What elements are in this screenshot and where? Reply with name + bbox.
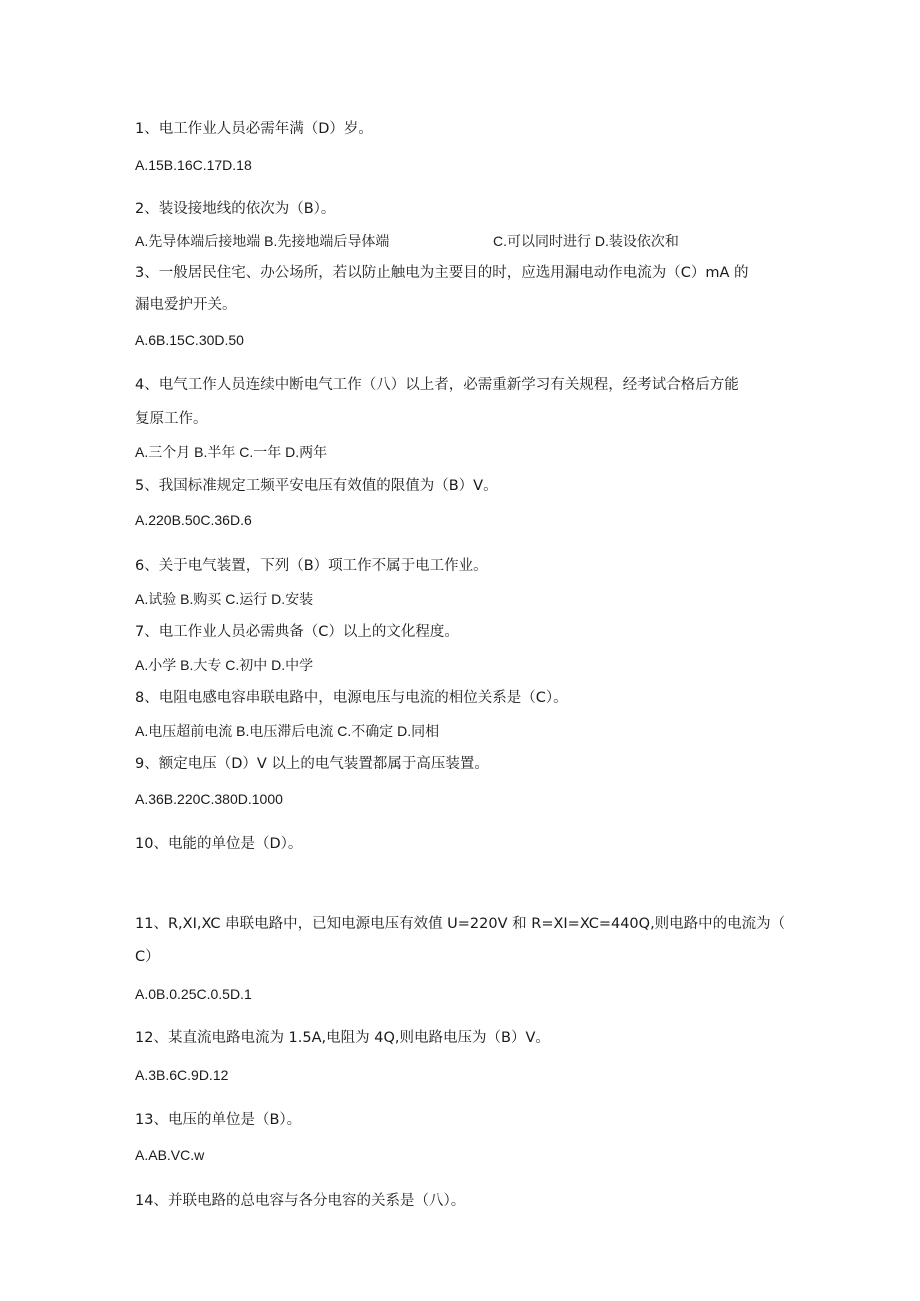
question-9: 9、额定电压（D）V 以上的电气装置都属于高压装置。: [135, 756, 489, 772]
question-10: 10、电能的单位是（D）。: [135, 836, 303, 852]
question-2-options-part-1: A.先导体端后接地端 B.先接地端后导体端: [135, 233, 390, 249]
question-5: 5、我国标准规定工频平安电压有效值的限值为（B）V。: [135, 478, 498, 494]
question-3: 3、一般居民住宅、办公场所，若以防止触电为主要目的时，应选用漏电动作电流为（C）mA 的: [135, 265, 749, 281]
question-12: 12、某直流电路电流为 1.5A,电阻为 4Q,则电路电压为（B）V。: [135, 1030, 550, 1046]
question-4-cont: 复原工作。: [135, 411, 208, 427]
question-14: 14、并联电路的总电容与各分电容的关系是（八）。: [135, 1193, 466, 1209]
question-2: 2、装设接地线的依次为（B）。: [135, 201, 336, 217]
question-9-options: A.36B.220C.380D.1000: [135, 791, 283, 807]
question-2-options-part-2: C.可以同时进行 D.装设依次和: [493, 233, 679, 249]
question-7: 7、电工作业人员必需典备（C）以上的文化程度。: [135, 624, 459, 640]
question-8: 8、电阻电感电容串联电路中，电源电压与电流的相位关系是（C）。: [135, 690, 568, 706]
question-13: 13、电压的单位是（B）。: [135, 1112, 302, 1128]
question-3-options: A.6B.15C.30D.50: [135, 332, 244, 348]
question-3-cont: 漏电爱护开关。: [135, 297, 237, 313]
question-5-options: A.220B.50C.36D.6: [135, 512, 252, 528]
question-11: 11、R,XI,XC 串联电路中，已知电源电压有效值 U=220V 和 R=XI=XC=440Q,则电路中的电流为（: [135, 916, 786, 932]
question-11-options: A.0B.0.25C.0.5D.1: [135, 986, 252, 1002]
question-8-options: A.电压超前电流 B.电压滞后电流 C.不确定 D.同相: [135, 723, 440, 739]
question-6: 6、关于电气装置，下列（B）项工作不属于电工作业。: [135, 558, 488, 574]
question-4: 4、电气工作人员连续中断电气工作（八）以上者，必需重新学习有关规程，经考试合格后方能: [135, 377, 739, 393]
question-7-options: A.小学 B.大专 C.初中 D.中学: [135, 657, 314, 673]
question-6-options: A.试验 B.购买 C.运行 D.安装: [135, 591, 314, 607]
question-11-cont: C）: [135, 949, 160, 965]
question-4-options: A.三个月 B.半年 C.一年 D.两年: [135, 444, 328, 460]
question-13-options: A.AB.VC.w: [135, 1147, 205, 1163]
question-1-options: A.15B.16C.17D.18: [135, 157, 252, 173]
question-12-options: A.3B.6C.9D.12: [135, 1067, 229, 1083]
question-2-options: [135, 231, 835, 251]
question-1: 1、电工作业人员必需年满（D）岁。: [135, 121, 373, 137]
